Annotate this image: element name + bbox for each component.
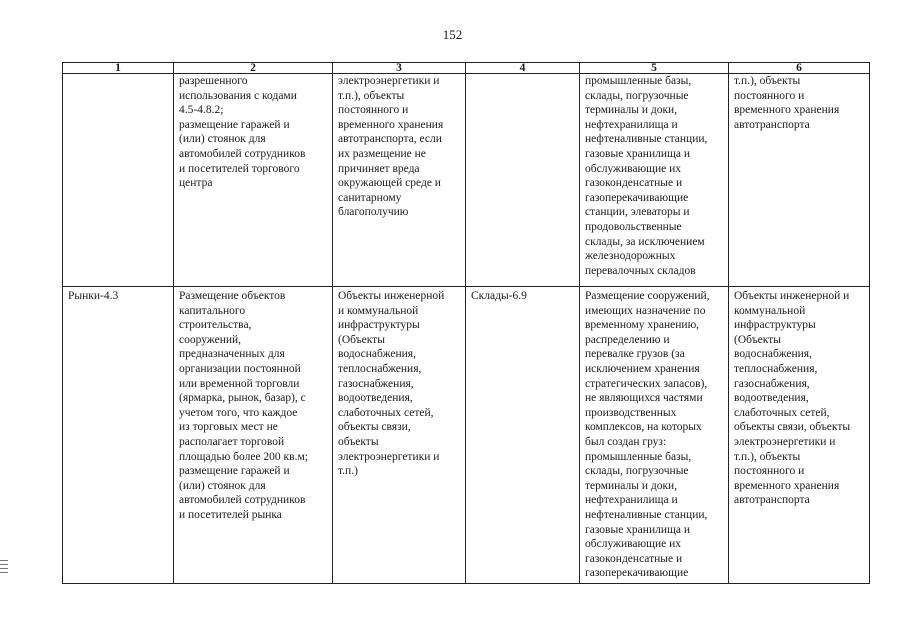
table-cell: [63, 74, 174, 287]
column-header: 5: [580, 63, 729, 74]
table-cell: [333, 287, 466, 584]
cell-text: Размещение объектов капитального строительства, сооружений, предназначенных для организации постоянной или временной торговли (ярмарка, рынок, базар), с учетом того, что каждое из торговых мест не располагает торговой площадью более 200 кв.м; размещение гаражей и (или) стоянок для автомобилей сотрудников и посетителей рынка: [179, 290, 308, 521]
table-cell: [333, 74, 466, 287]
cell-text: промышленные базы, склады, погрузочные терминалы и доки, нефтехранилища и нефтеналивные станции, газовые хранилища и обслуживающие их газоконденсатные и газоперекачивающие станции, элеваторы и продовольственные склады, за исключением железнодорожных перевалочных складов: [585, 75, 708, 277]
cell-text: разрешенного использования с кодами 4.5-4.8.2; размещение гаражей и (или) стоянок для автомобилей сотрудников и посетителей торгового центра: [179, 75, 306, 190]
column-header: 3: [333, 63, 466, 74]
table-cell: [466, 74, 580, 287]
land-use-table: [62, 62, 870, 584]
table-cell: [729, 74, 870, 287]
cell-text: Объекты инженерной и коммунальной инфраструктуры (Объекты водоснабжения, теплоснабжения, газоснабжения, водоотведения, слаботочных сетей, объекты связи, объекты электроэнергетики и т.п.), объекты постоянного и временного хранения автотранспорта: [734, 290, 851, 507]
cell-text: Объекты инженерной и коммунальной инфраструктуры (Объекты водоснабжения, теплоснабжения, газоснабжения, водоотведения, слаботочных сетей, объекты связи, объекты электроэнергетики и т.п.): [338, 290, 445, 478]
column-header: 2: [174, 63, 333, 74]
page-number: 152: [442, 27, 463, 42]
cell-text: Рынки-4.3: [68, 290, 119, 302]
table-row: [63, 74, 870, 287]
cell-text: Склады-6.9: [471, 290, 527, 302]
cell-text: электроэнергетики и т.п.), объекты постоянного и временного хранения автотранспорта, если их размещение не причиняет вреда окружающей среде и санитарному благополучию: [338, 75, 444, 219]
table-row: [63, 287, 870, 584]
table-cell: [580, 74, 729, 287]
table-cell: [174, 287, 333, 584]
scan-margin-mark: [0, 560, 8, 576]
cell-text: т.п.), объекты постоянного и временного хранения автотранспорта: [734, 75, 840, 131]
column-header: 1: [63, 63, 174, 74]
column-header: 4: [466, 63, 580, 74]
table-cell: [63, 287, 174, 584]
table-cell: [174, 74, 333, 287]
table-header-row: [63, 63, 870, 74]
table-cell: [729, 287, 870, 584]
cell-text: Размещение сооружений, имеющих назначение по временному хранению, распределению и перевалке грузов (за исключением хранения стратегических запасов), не являющихся частями производственных комплексов, на которых был создан груз: промышленные базы, склады, погрузочные терминалы и доки, нефтехранилища и нефтеналивные станции, газовые хранилища и обслуживающие их газоконденсатные и газоперекачивающие: [585, 290, 710, 580]
table-cell: [580, 287, 729, 584]
column-header: 6: [729, 63, 870, 74]
table-cell: [466, 287, 580, 584]
